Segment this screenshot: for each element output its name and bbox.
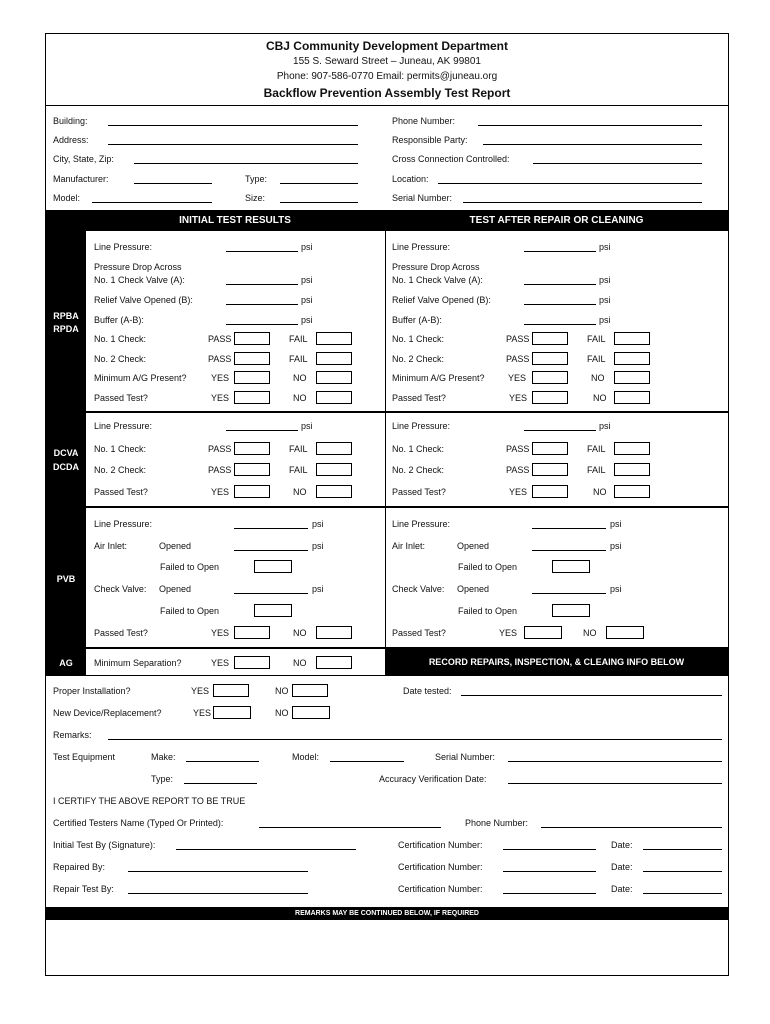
passed-no-box[interactable] <box>614 485 650 498</box>
repaired-by-field[interactable] <box>128 871 308 872</box>
divider <box>46 105 728 106</box>
phone-number-field[interactable] <box>541 827 722 828</box>
repair-test-by-label: Repair Test By: <box>53 884 114 894</box>
check-valve-a-field[interactable] <box>226 284 298 285</box>
proper-installation-label: Proper Installation? <box>53 686 131 696</box>
check1-pass-box[interactable] <box>234 332 270 345</box>
line-pressure-label: Line Pressure: <box>94 421 153 431</box>
check2-label: No. 2 Check: <box>94 354 147 364</box>
check2-pass-box[interactable] <box>234 463 270 476</box>
opened-label: Opened <box>159 584 192 594</box>
initial-test-header: INITIAL TEST RESULTS <box>179 215 291 226</box>
org-address: 155 S. Seward Street – Juneau, AK 99801 <box>293 56 481 67</box>
location-label: Location: <box>392 174 429 184</box>
buffer-label: Buffer (A-B): <box>392 315 442 325</box>
yes-label: YES <box>211 393 230 403</box>
check-valve-a-label: No. 1 Check Valve (A): <box>392 275 483 285</box>
min-ag-yes-box[interactable] <box>532 371 568 384</box>
pressure-drop-label: Pressure Drop Across <box>94 262 182 272</box>
min-ag-yes-box[interactable] <box>234 371 270 384</box>
passed-yes-box[interactable] <box>234 626 270 639</box>
line-pressure-field[interactable] <box>226 251 298 252</box>
line-pressure-field[interactable] <box>524 251 596 252</box>
air-inlet-label: Air Inlet: <box>392 541 426 551</box>
check2-label: No. 2 Check: <box>94 465 147 475</box>
opened-label: Opened <box>457 541 490 551</box>
check1-pass-box[interactable] <box>532 442 568 455</box>
fail-label: FAIL <box>289 354 308 364</box>
psi-unit: psi <box>301 242 313 252</box>
make-label: Make: <box>151 752 176 762</box>
check2-fail-box[interactable] <box>316 463 352 476</box>
location-field[interactable] <box>438 183 702 184</box>
passed-yes-box[interactable] <box>234 391 270 404</box>
yes-label: YES <box>499 628 518 638</box>
remarks-field[interactable] <box>108 739 722 740</box>
cert-number-field[interactable] <box>503 893 596 894</box>
relief-valve-label: Relief Valve Opened (B): <box>392 295 491 305</box>
min-separation-label: Minimum Separation? <box>94 658 182 668</box>
pass-label: PASS <box>506 465 530 475</box>
line-pressure-field[interactable] <box>226 430 298 431</box>
passed-no-box[interactable] <box>316 626 352 639</box>
check-valve-a-label: No. 1 Check Valve (A): <box>94 275 185 285</box>
check2-pass-box[interactable] <box>532 463 568 476</box>
new-device-no-box[interactable] <box>292 706 330 719</box>
city-label: City, State, Zip: <box>53 154 114 164</box>
type-label: Type: <box>245 174 268 184</box>
buffer-field[interactable] <box>524 324 596 325</box>
opened-label: Opened <box>457 584 490 594</box>
no-label: NO <box>293 658 307 668</box>
new-device-yes-box[interactable] <box>213 706 251 719</box>
air-inlet-opened-field[interactable] <box>532 550 606 551</box>
min-ag-label: Minimum A/G Present? <box>94 373 187 383</box>
cert-number-field[interactable] <box>503 871 596 872</box>
passed-yes-box[interactable] <box>532 391 568 404</box>
check1-label: No. 1 Check: <box>392 334 445 344</box>
passed-yes-box[interactable] <box>524 626 562 639</box>
type-field[interactable] <box>280 183 358 184</box>
line-pressure-label: Line Pressure: <box>392 519 451 529</box>
air-inlet-failed-box[interactable] <box>254 560 292 573</box>
failed-to-open-label: Failed to Open <box>458 606 518 616</box>
check-valve-label: Check Valve: <box>392 584 445 594</box>
cert-number-label: Certification Number: <box>398 884 483 894</box>
test-equipment-label: Test Equipment <box>53 752 116 762</box>
air-inlet-failed-box[interactable] <box>552 560 590 573</box>
failed-to-open-label: Failed to Open <box>160 562 220 572</box>
date-field[interactable] <box>643 871 722 872</box>
type-label: Type: <box>151 774 174 784</box>
date-label: Date: <box>611 862 633 872</box>
proper-yes-box[interactable] <box>213 684 249 697</box>
date-tested-label: Date tested: <box>403 686 452 696</box>
cert-number-field[interactable] <box>503 849 596 850</box>
cert-name-field[interactable] <box>259 827 441 828</box>
yes-label: YES <box>211 487 230 497</box>
serial-label: Serial Number: <box>392 193 453 203</box>
check1-fail-box[interactable] <box>614 332 650 345</box>
check-valve-failed-box[interactable] <box>254 604 292 617</box>
cross-connection-field[interactable] <box>533 163 702 164</box>
pass-label: PASS <box>208 334 232 344</box>
pass-label: PASS <box>506 334 530 344</box>
min-ag-no-box[interactable] <box>316 371 352 384</box>
min-sep-no-box[interactable] <box>316 656 352 669</box>
psi-unit: psi <box>599 315 611 325</box>
relief-valve-field[interactable] <box>226 304 298 305</box>
date-label: Date: <box>611 884 633 894</box>
no-label: NO <box>293 487 307 497</box>
no-label: NO <box>293 393 307 403</box>
phone-label: Phone Number: <box>392 116 456 126</box>
passed-test-label: Passed Test? <box>392 628 446 638</box>
failed-to-open-label: Failed to Open <box>160 606 220 616</box>
date-field[interactable] <box>643 893 722 894</box>
responsible-field[interactable] <box>483 144 702 145</box>
check1-pass-box[interactable] <box>532 332 568 345</box>
check1-fail-box[interactable] <box>316 332 352 345</box>
no-label: NO <box>293 628 307 638</box>
divider <box>86 506 728 508</box>
relief-valve-label: Relief Valve Opened (B): <box>94 295 193 305</box>
repair-test-by-field[interactable] <box>128 893 308 894</box>
after-repair-header: TEST AFTER REPAIR OR CLEANING <box>469 215 644 226</box>
check2-fail-box[interactable] <box>614 352 650 365</box>
check1-label: No. 1 Check: <box>392 444 445 454</box>
remarks-continued-label: REMARKS MAY BE CONTINUED BELOW, IF REQUIRED <box>295 910 479 917</box>
passed-yes-box[interactable] <box>234 485 270 498</box>
check1-fail-box[interactable] <box>614 442 650 455</box>
check2-fail-box[interactable] <box>614 463 650 476</box>
cross-connection-label: Cross Connection Controlled: <box>392 154 510 164</box>
pass-label: PASS <box>506 354 530 364</box>
fail-label: FAIL <box>289 334 308 344</box>
passed-test-label: Passed Test? <box>94 487 148 497</box>
air-inlet-opened-field[interactable] <box>234 550 308 551</box>
passed-test-label: Passed Test? <box>392 487 446 497</box>
no-label: NO <box>293 373 307 383</box>
record-repairs-header: RECORD REPAIRS, INSPECTION, & CLEAING INFO BELOW <box>428 657 685 667</box>
address-field[interactable] <box>108 144 358 145</box>
check-valve-a-field[interactable] <box>524 284 596 285</box>
failed-to-open-label: Failed to Open <box>458 562 518 572</box>
passed-no-box[interactable] <box>606 626 644 639</box>
psi-unit: psi <box>301 421 313 431</box>
yes-label: YES <box>211 658 230 668</box>
make-field[interactable] <box>186 761 259 762</box>
accuracy-date-label: Accuracy Verification Date: <box>379 774 487 784</box>
pvb-label: PVB <box>56 574 76 584</box>
passed-test-label: Passed Test? <box>392 393 446 403</box>
psi-unit: psi <box>610 519 622 529</box>
psi-unit: psi <box>599 421 611 431</box>
line-pressure-field[interactable] <box>524 430 596 431</box>
city-field[interactable] <box>134 163 358 164</box>
phone-number-label: Phone Number: <box>465 818 529 828</box>
yes-label: YES <box>211 628 230 638</box>
psi-unit: psi <box>610 584 622 594</box>
rpda-label: RPDA <box>53 324 79 334</box>
pass-label: PASS <box>506 444 530 454</box>
no-label: NO <box>583 628 597 638</box>
passed-no-box[interactable] <box>316 485 352 498</box>
model-field[interactable] <box>92 202 212 203</box>
psi-unit: psi <box>301 275 313 285</box>
dcva-label: DCVA <box>53 448 79 458</box>
check-valve-failed-box[interactable] <box>552 604 590 617</box>
date-label: Date: <box>611 840 633 850</box>
repaired-by-label: Repaired By: <box>53 862 106 872</box>
date-tested-field[interactable] <box>461 695 722 696</box>
line-pressure-label: Line Pressure: <box>392 242 451 252</box>
serial-number-label: Serial Number: <box>435 752 496 762</box>
min-ag-label: Minimum A/G Present? <box>392 373 485 383</box>
passed-no-box[interactable] <box>614 391 650 404</box>
no-label: NO <box>275 708 289 718</box>
dcda-label: DCDA <box>53 462 79 472</box>
rpba-label: RPBA <box>53 311 79 321</box>
model-label: Model: <box>53 193 81 203</box>
building-label: Building: <box>53 116 88 126</box>
cert-number-label: Certification Number: <box>398 840 483 850</box>
check1-label: No. 1 Check: <box>94 334 147 344</box>
cert-name-label: Certified Testers Name (Typed Or Printed): <box>53 818 224 828</box>
model-label: Model: <box>292 752 320 762</box>
no-label: NO <box>275 686 289 696</box>
psi-unit: psi <box>312 519 324 529</box>
check-valve-opened-field[interactable] <box>532 593 606 594</box>
psi-unit: psi <box>599 275 611 285</box>
serial-field[interactable] <box>463 202 702 203</box>
check2-pass-box[interactable] <box>234 352 270 365</box>
line-pressure-field[interactable] <box>234 528 308 529</box>
line-pressure-label: Line Pressure: <box>392 421 451 431</box>
initial-test-by-field[interactable] <box>176 849 356 850</box>
cert-number-label: Certification Number: <box>398 862 483 872</box>
fail-label: FAIL <box>587 444 606 454</box>
manufacturer-label: Manufacturer: <box>53 174 109 184</box>
new-device-label: New Device/Replacement? <box>53 708 162 718</box>
min-ag-no-box[interactable] <box>614 371 650 384</box>
pass-label: PASS <box>208 465 232 475</box>
yes-label: YES <box>509 393 528 403</box>
check1-fail-box[interactable] <box>316 442 352 455</box>
proper-no-box[interactable] <box>292 684 328 697</box>
passed-no-box[interactable] <box>316 391 352 404</box>
date-field[interactable] <box>643 849 722 850</box>
yes-label: YES <box>509 487 528 497</box>
psi-unit: psi <box>301 315 313 325</box>
certify-statement: I CERTIFY THE ABOVE REPORT TO BE TRUE <box>53 796 246 806</box>
line-pressure-label: Line Pressure: <box>94 242 153 252</box>
check1-label: No. 1 Check: <box>94 444 147 454</box>
remarks-label: Remarks: <box>53 730 92 740</box>
line-pressure-label: Line Pressure: <box>94 519 153 529</box>
check-valve-opened-field[interactable] <box>234 593 308 594</box>
fail-label: FAIL <box>289 444 308 454</box>
building-field[interactable] <box>108 125 358 126</box>
phone-field[interactable] <box>478 125 702 126</box>
manufacturer-field[interactable] <box>134 183 212 184</box>
passed-yes-box[interactable] <box>532 485 568 498</box>
fail-label: FAIL <box>587 465 606 475</box>
psi-unit: psi <box>610 541 622 551</box>
pass-label: PASS <box>208 444 232 454</box>
yes-label: YES <box>211 373 230 383</box>
buffer-label: Buffer (A-B): <box>94 315 144 325</box>
check1-pass-box[interactable] <box>234 442 270 455</box>
passed-test-label: Passed Test? <box>94 393 148 403</box>
fail-label: FAIL <box>587 354 606 364</box>
ag-label: AG <box>59 658 73 668</box>
no-label: NO <box>591 373 605 383</box>
psi-unit: psi <box>312 541 324 551</box>
yes-label: YES <box>508 373 527 383</box>
report-title: Backflow Prevention Assembly Test Report <box>263 86 511 100</box>
address-label: Address: <box>53 135 89 145</box>
buffer-field[interactable] <box>226 324 298 325</box>
divider <box>86 411 728 413</box>
opened-label: Opened <box>159 541 192 551</box>
yes-label: YES <box>193 708 212 718</box>
size-label: Size: <box>245 193 266 203</box>
initial-test-by-label: Initial Test By (Signature): <box>53 840 156 850</box>
check2-label: No. 2 Check: <box>392 354 445 364</box>
no-label: NO <box>593 393 607 403</box>
psi-unit: psi <box>599 295 611 305</box>
responsible-label: Responsible Party: <box>392 135 468 145</box>
size-field[interactable] <box>280 202 358 203</box>
fail-label: FAIL <box>587 334 606 344</box>
pass-label: PASS <box>208 354 232 364</box>
psi-unit: psi <box>301 295 313 305</box>
relief-valve-field[interactable] <box>524 304 596 305</box>
accuracy-date-field[interactable] <box>508 783 722 784</box>
backflow-test-report-form <box>45 33 729 976</box>
passed-test-label: Passed Test? <box>94 628 148 638</box>
psi-unit: psi <box>312 584 324 594</box>
check2-label: No. 2 Check: <box>392 465 445 475</box>
serial-number-field[interactable] <box>508 761 722 762</box>
check-valve-label: Check Valve: <box>94 584 147 594</box>
fail-label: FAIL <box>289 465 308 475</box>
remarks-continued-area[interactable] <box>46 920 728 975</box>
column-divider <box>385 231 386 647</box>
type-field[interactable] <box>184 783 257 784</box>
line-pressure-field[interactable] <box>532 528 606 529</box>
org-contact: Phone: 907-586-0770 Email: permits@juneau.org <box>276 71 498 82</box>
org-name: CBJ Community Development Department <box>265 39 509 53</box>
psi-unit: psi <box>599 242 611 252</box>
yes-label: YES <box>191 686 210 696</box>
check2-pass-box[interactable] <box>532 352 568 365</box>
air-inlet-label: Air Inlet: <box>94 541 128 551</box>
pressure-drop-label: Pressure Drop Across <box>392 262 480 272</box>
check2-fail-box[interactable] <box>316 352 352 365</box>
divider <box>46 675 728 676</box>
no-label: NO <box>593 487 607 497</box>
min-sep-yes-box[interactable] <box>234 656 270 669</box>
model-field[interactable] <box>330 761 404 762</box>
